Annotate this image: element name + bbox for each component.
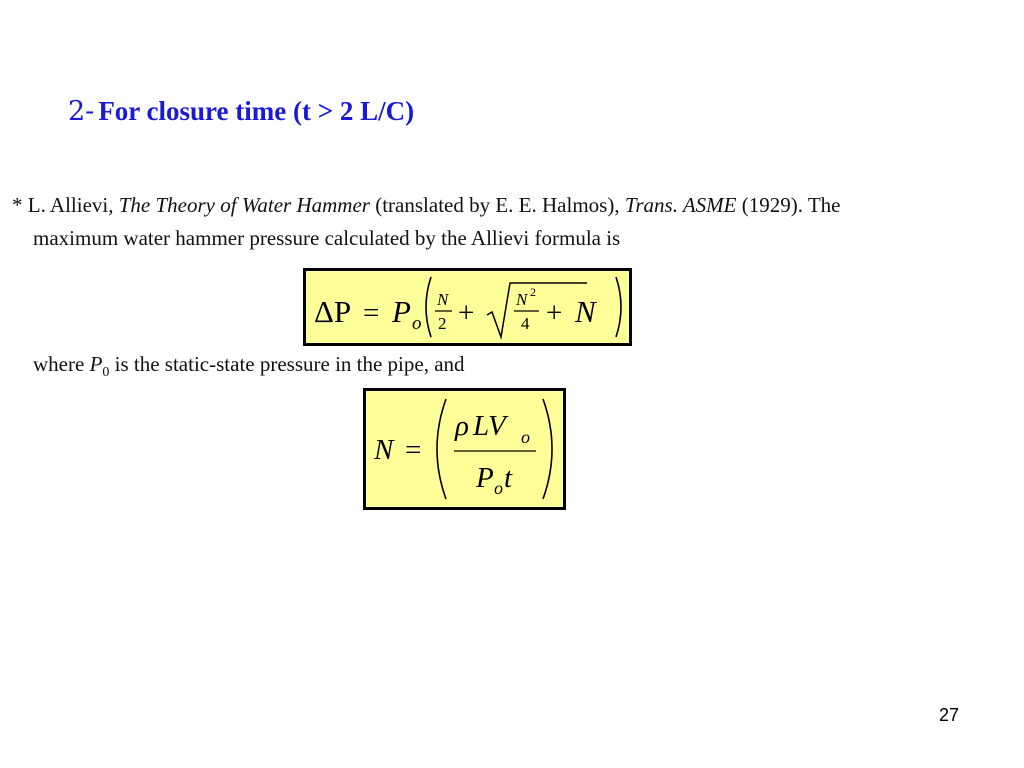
n-equation-box bbox=[363, 388, 566, 510]
eq1-equals: = bbox=[363, 297, 380, 329]
eq2-den-sub: o bbox=[494, 478, 503, 498]
eq1-plus: + bbox=[458, 297, 475, 329]
eq1-frac2-num: N bbox=[516, 290, 528, 309]
eq2-num: LV bbox=[473, 410, 506, 442]
eq2-den-p: P bbox=[476, 462, 494, 494]
allievi-equation bbox=[306, 271, 629, 343]
eq1-sqrt-sign bbox=[487, 283, 587, 337]
eq1-p: P bbox=[392, 294, 411, 329]
reference-translation: (translated by E. E. Halmos), bbox=[375, 193, 620, 217]
n-equation bbox=[366, 391, 563, 507]
eq1-plus-2: + bbox=[546, 297, 563, 329]
eq1-p-sub: o bbox=[412, 313, 422, 334]
heading-text: For closure time (t > 2 L/C) bbox=[98, 96, 415, 126]
eq1-frac1-num: N bbox=[437, 290, 449, 309]
eq2-equals: = bbox=[405, 434, 422, 466]
eq2-rho: ρ bbox=[455, 410, 469, 442]
eq2-num-sub: o bbox=[521, 427, 530, 447]
eq1-right-paren bbox=[616, 277, 621, 337]
reference-journal: Trans. ASME bbox=[624, 193, 737, 217]
where-pre: where bbox=[33, 352, 85, 376]
eq2-right-paren bbox=[543, 399, 552, 499]
reference-year: (1929). The bbox=[741, 193, 841, 217]
reference-author: L. Allievi, bbox=[27, 193, 114, 217]
where-line bbox=[33, 352, 465, 381]
eq1-lhs: ΔP bbox=[314, 294, 352, 329]
reference-line-2: maximum water hammer pressure calculated by the Allievi formula is bbox=[33, 226, 621, 250]
slide-heading bbox=[68, 96, 414, 127]
allievi-equation-box bbox=[303, 268, 632, 346]
eq1-frac2-sup: 2 bbox=[530, 285, 536, 299]
where-var-sub: 0 bbox=[102, 365, 110, 381]
page-number: 27 bbox=[939, 705, 960, 725]
eq1-tail: N bbox=[575, 294, 596, 329]
eq2-den-t: t bbox=[504, 462, 513, 494]
where-var: P bbox=[89, 352, 103, 376]
where-post: is the static-state pressure in the pipe, and bbox=[114, 352, 465, 376]
eq2-lhs: N bbox=[374, 434, 394, 466]
reference-book-title: The Theory of Water Hammer bbox=[118, 193, 370, 217]
eq1-left-paren bbox=[426, 277, 431, 337]
eq1-frac1-den: 2 bbox=[438, 314, 447, 333]
reference-line-1 bbox=[12, 193, 840, 218]
reference-asterisk: * bbox=[12, 193, 23, 217]
heading-number: 2- bbox=[68, 96, 95, 127]
eq1-frac2-den: 4 bbox=[521, 314, 530, 333]
eq2-left-paren bbox=[437, 399, 446, 499]
